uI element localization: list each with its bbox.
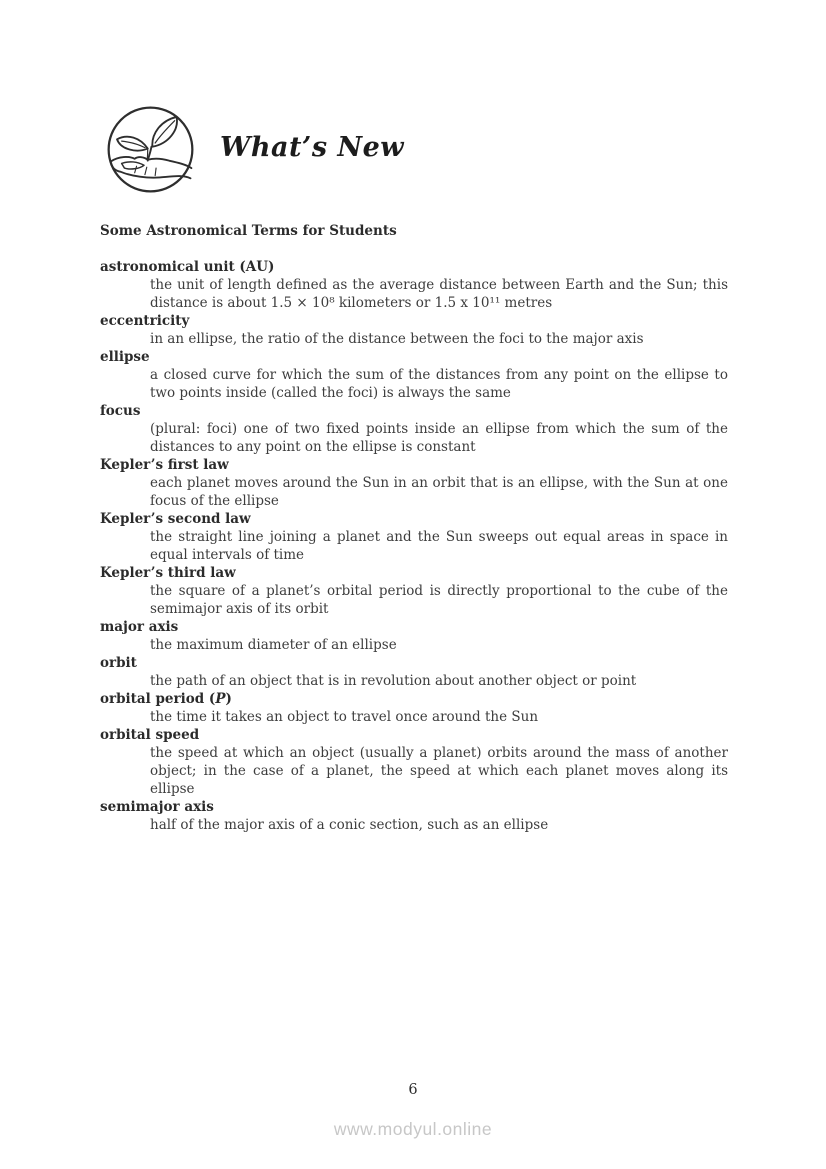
glossary-term: major axis xyxy=(100,619,179,635)
glossary-term: semimajor axis xyxy=(100,799,214,815)
glossary-definition: in an ellipse, the ratio of the distance between the foci to the major axis xyxy=(150,331,644,347)
glossary-definition: the path of an object that is in revolution about another object or point xyxy=(150,673,637,689)
hand-holding-seedling-icon xyxy=(104,103,197,196)
glossary-definition: the square of a planet’s orbital period is directly proportional to the cube of the semimajor axis of its orbit xyxy=(150,583,728,617)
glossary-term: Kepler’s second law xyxy=(100,511,251,527)
glossary-entry xyxy=(100,456,728,510)
glossary-entry xyxy=(100,258,728,312)
glossary-entry xyxy=(100,798,728,834)
glossary-entry xyxy=(100,564,728,618)
glossary-term: focus xyxy=(100,403,141,419)
glossary-definition: a closed curve for which the sum of the distances from any point on the ellipse to two points inside (called the foci) is always the same xyxy=(150,367,728,401)
glossary-definition: half of the major axis of a conic section, such as an ellipse xyxy=(150,817,549,833)
glossary-definition: each planet moves around the Sun in an orbit that is an ellipse, with the Sun at one focus of the ellipse xyxy=(150,475,728,509)
glossary-definition: the maximum diameter of an ellipse xyxy=(150,637,397,653)
glossary-entry xyxy=(100,402,728,456)
glossary-section xyxy=(100,222,728,834)
section-heading: Some Astronomical Terms for Students xyxy=(100,223,397,239)
glossary-list xyxy=(100,258,728,834)
glossary-term: orbit xyxy=(100,655,137,671)
glossary-definition: (plural: foci) one of two fixed points inside an ellipse from which the sum of the distances to any point on the ellipse is constant xyxy=(150,421,728,455)
glossary-entry xyxy=(100,312,728,348)
glossary-term: astronomical unit (AU) xyxy=(100,259,275,275)
glossary-term: ellipse xyxy=(100,349,150,365)
glossary-definition: the straight line joining a planet and the Sun sweeps out equal areas in space in equal intervals of time xyxy=(150,529,728,563)
glossary-entry xyxy=(100,618,728,654)
glossary-definition: the speed at which an object (usually a planet) orbits around the mass of another object; in the case of a planet, the speed at which each planet moves along its ellipse xyxy=(150,745,728,797)
glossary-entry xyxy=(100,654,728,690)
glossary-definition: the unit of length defined as the average distance between Earth and the Sun; this distance is about 1.5 × 10⁸ kilometers or 1.5 x 10¹¹ metres xyxy=(150,277,728,311)
glossary-term: Kepler’s third law xyxy=(100,565,236,581)
page-title: What’s New xyxy=(220,132,405,163)
glossary-entry xyxy=(100,690,728,726)
page-number: 6 xyxy=(408,1082,418,1098)
glossary-term: orbital period (P) xyxy=(100,691,232,707)
glossary-entry xyxy=(100,348,728,402)
glossary-term: eccentricity xyxy=(100,313,190,329)
glossary-term: orbital speed xyxy=(100,727,200,743)
glossary-definition: the time it takes an object to travel once around the Sun xyxy=(150,709,539,725)
glossary-entry xyxy=(100,510,728,564)
glossary-entry xyxy=(100,726,728,798)
glossary-term: Kepler’s first law xyxy=(100,457,229,473)
watermark-text: www.modyul.online xyxy=(333,1119,493,1139)
